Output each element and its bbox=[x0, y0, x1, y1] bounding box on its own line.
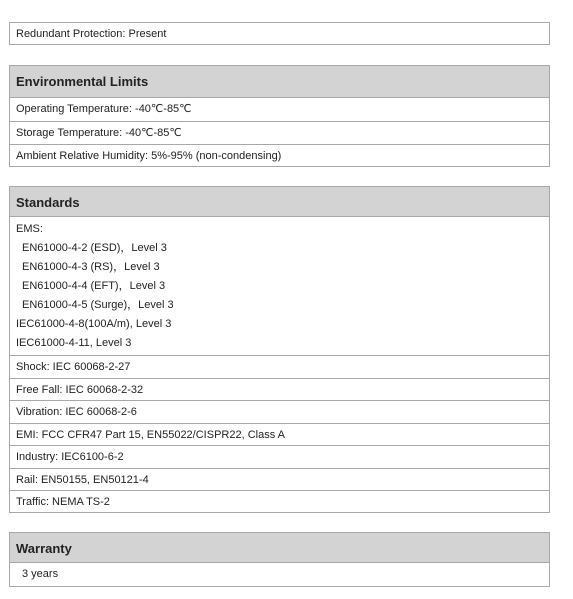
iec-line: IEC61000-4-8(100A/m), Level 3 bbox=[16, 318, 172, 330]
traffic-text: Traffic: NEMA TS-2 bbox=[16, 496, 110, 508]
warranty-table bbox=[9, 532, 550, 587]
emi-text: EMI: FCC CFR47 Part 15, EN55022/CISPR22, Class A bbox=[16, 429, 285, 441]
rail-text: Rail: EN50155, EN50121-4 bbox=[16, 474, 149, 486]
standards-header bbox=[10, 187, 549, 217]
ems-line: EN61000-4-4 (EFT)，Level 3 bbox=[22, 280, 166, 292]
warranty-value: 3 years bbox=[22, 568, 59, 580]
storage-temperature-text: Storage Temperature: -40℃-85℃ bbox=[16, 127, 182, 139]
vibration-row bbox=[10, 400, 549, 423]
rail-row bbox=[10, 468, 549, 490]
environmental-limits-table bbox=[9, 65, 550, 167]
humidity-text: Ambient Relative Humidity: 5%-95% (non-condensing) bbox=[16, 150, 282, 162]
operating-temperature-row bbox=[10, 98, 549, 121]
free-fall-text: Free Fall: IEC 60068-2-32 bbox=[16, 384, 144, 396]
redundant-protection-row bbox=[10, 23, 549, 44]
warranty-row bbox=[10, 563, 549, 586]
environmental-limits-header bbox=[10, 66, 549, 98]
shock-row bbox=[10, 355, 549, 378]
power-table bbox=[9, 22, 550, 45]
iec-line: IEC61000-4-11, Level 3 bbox=[16, 337, 132, 349]
ems-line: EN61000-4-2 (ESD)，Level 3 bbox=[22, 242, 167, 254]
environmental-limits-title: Environmental Limits bbox=[16, 74, 149, 89]
warranty-header bbox=[10, 533, 549, 563]
ems-label: EMS: bbox=[16, 223, 43, 235]
standards-table bbox=[9, 186, 550, 513]
warranty-title: Warranty bbox=[16, 541, 72, 556]
shock-text: Shock: IEC 60068-2-27 bbox=[16, 361, 131, 373]
industry-text: Industry: IEC6100-6-2 bbox=[16, 451, 124, 463]
ems-row bbox=[10, 217, 549, 355]
ems-line: EN61000-4-5 (Surge)，Level 3 bbox=[22, 299, 174, 311]
free-fall-row bbox=[10, 378, 549, 400]
operating-temperature-text: Operating Temperature: -40℃-85℃ bbox=[16, 103, 192, 115]
emi-row bbox=[10, 423, 549, 445]
traffic-row bbox=[10, 490, 549, 512]
redundant-protection-text: Redundant Protection: Present bbox=[16, 28, 167, 40]
standards-title: Standards bbox=[16, 195, 80, 210]
vibration-text: Vibration: IEC 60068-2-6 bbox=[16, 406, 137, 418]
storage-temperature-row bbox=[10, 121, 549, 144]
humidity-row bbox=[10, 144, 549, 166]
industry-row bbox=[10, 445, 549, 468]
ems-line: EN61000-4-3 (RS)，Level 3 bbox=[22, 261, 160, 273]
